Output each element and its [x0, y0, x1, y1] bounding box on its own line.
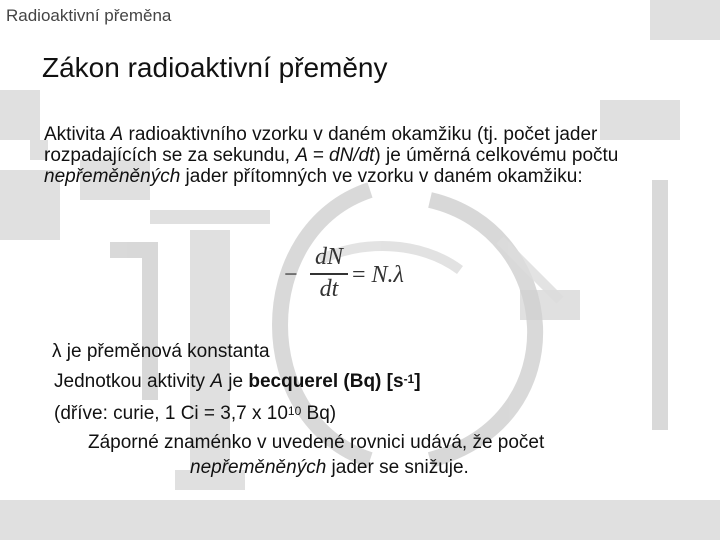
line-text: je přeměnová konstanta — [61, 341, 270, 362]
exponent: 10 — [287, 404, 302, 418]
slide-title: Zákon radioaktivní přeměny — [42, 52, 388, 83]
decay-constant-line — [52, 341, 270, 363]
line-text: Bq) — [301, 403, 337, 424]
formula-rhs — [352, 262, 404, 289]
formula-equals: = — [352, 262, 366, 288]
para-variable: A — [110, 124, 124, 145]
unit-bracket: ] — [414, 371, 421, 392]
formula-minus: − — [284, 262, 298, 288]
note-line-2 — [190, 457, 469, 479]
curie-line — [54, 403, 336, 425]
inline-formula: A = dN/dt — [295, 145, 375, 166]
fraction-bar — [310, 273, 348, 275]
formula-fraction — [310, 244, 348, 303]
para-text: radioaktivního vzorku v daném okamžiku (tj. počet jader rozpadajících se za sekundu, — [44, 124, 598, 166]
para-text: Aktivita — [44, 124, 111, 145]
decay-law-formula — [280, 244, 404, 308]
para-emphasis: nepřeměněných — [44, 166, 181, 187]
note-emphasis: nepřeměněných — [190, 457, 327, 478]
slide-header: Radioaktivní přeměna — [6, 6, 172, 25]
line-text: (dříve: curie, 1 Ci = 3,7 x 10 — [54, 403, 288, 424]
para-text: jader přítomných ve vzorku v daném okamžiku: — [180, 166, 583, 187]
line-text: jader se snižuje. — [326, 457, 469, 478]
formula-denominator: dt — [319, 275, 339, 302]
unit-name: becquerel (Bq) [s — [248, 371, 404, 392]
lambda-symbol: λ — [52, 341, 62, 362]
activity-unit-line — [54, 371, 421, 393]
para-text: ) je úměrná celkovému počtu — [374, 145, 619, 166]
line-text: Jednotkou aktivity — [54, 371, 211, 392]
line-variable: A — [210, 371, 223, 392]
formula-rhs-expr: N.λ — [371, 262, 404, 288]
formula-numerator: dN — [314, 244, 343, 270]
note-line-1: Záporné znaménko v uvedené rovnici udává, že počet — [88, 432, 545, 453]
line-text: je — [223, 371, 249, 392]
intro-paragraph — [44, 124, 674, 187]
unit-exponent: -1 — [403, 372, 415, 386]
